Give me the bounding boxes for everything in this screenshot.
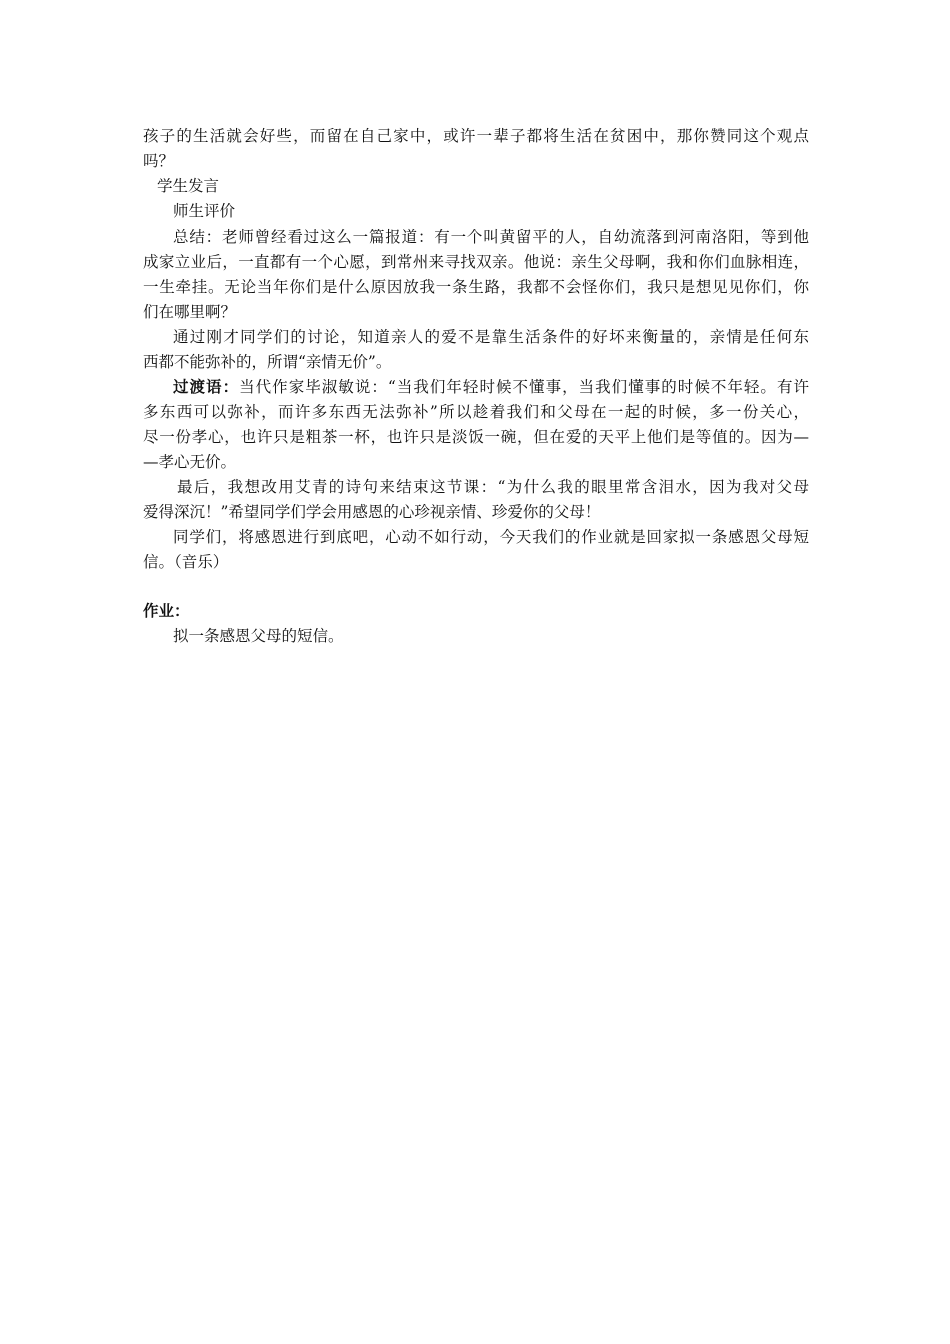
transition-text: 当代作家毕淑敏说：“当我们年轻时候不懂事，当我们懂事的时候不年轻。有许 bbox=[239, 378, 809, 396]
summary-label: 总结： bbox=[173, 228, 222, 246]
transition-line: 尽一份孝心，也许只是粗茶一杯，也许只是淡饭一碗，但在爱的天平上他们是等值的。因为— bbox=[143, 428, 809, 446]
summary-line: 们在哪里啊？ bbox=[143, 303, 237, 321]
transition-line bbox=[173, 375, 809, 399]
assignment-intro-line: 同学们，将感恩进行到底吧，心动不如行动，今天我们的作业就是回家拟一条感恩父母短 bbox=[173, 528, 809, 546]
summary-line bbox=[173, 225, 809, 249]
discussion-line: 西都不能弥补的，所谓“亲情无价”。 bbox=[143, 353, 392, 371]
discussion-line: 通过刚才同学们的讨论，知道亲人的爱不是靠生活条件的好坏来衡量的，亲情是任何东 bbox=[173, 328, 809, 346]
summary-text: 老师曾经看过这么一篇报道：有一个叫黄留平的人，自幼流落到河南洛阳，等到他 bbox=[222, 228, 809, 246]
paragraph-line: 孩子的生活就会好些，而留在自己家中，或许一辈子都将生活在贫困中，那你赞同这个观点 bbox=[143, 127, 809, 145]
homework-heading: 作业： bbox=[143, 601, 190, 620]
transition-line: 多东西可以弥补，而许多东西无法弥补”所以趁着我们和父母在一起的时候，多一份关心， bbox=[143, 403, 809, 421]
transition-line: —孝心无价。 bbox=[143, 453, 237, 471]
evaluation-line: 师生评价 bbox=[173, 202, 236, 220]
paragraph-line: 吗？ bbox=[143, 152, 175, 170]
transition-label: 过渡语： bbox=[173, 377, 240, 396]
assignment-intro-line: 信。（音乐） bbox=[143, 553, 229, 571]
summary-line: 成家立业后，一直都有一个心愿，到常州来寻找双亲。他说：亲生父母啊，我和你们血脉相连， bbox=[143, 253, 809, 271]
homework-content: 拟一条感恩父母的短信。 bbox=[173, 627, 344, 645]
summary-line: 一生牵挂。无论当年你们是什么原因放我一条生路，我都不会怪你们，我只是想见见你们，你 bbox=[143, 278, 809, 296]
student-speech-line: 学生发言 bbox=[157, 177, 220, 195]
closing-line: 爱得深沉！”希望同学们学会用感恩的心珍视亲情、珍爱你的父母！ bbox=[143, 503, 601, 521]
closing-line: 最后，我想改用艾青的诗句来结束这节课：“为什么我的眼里常含泪水，因为我对父母 bbox=[177, 478, 809, 496]
